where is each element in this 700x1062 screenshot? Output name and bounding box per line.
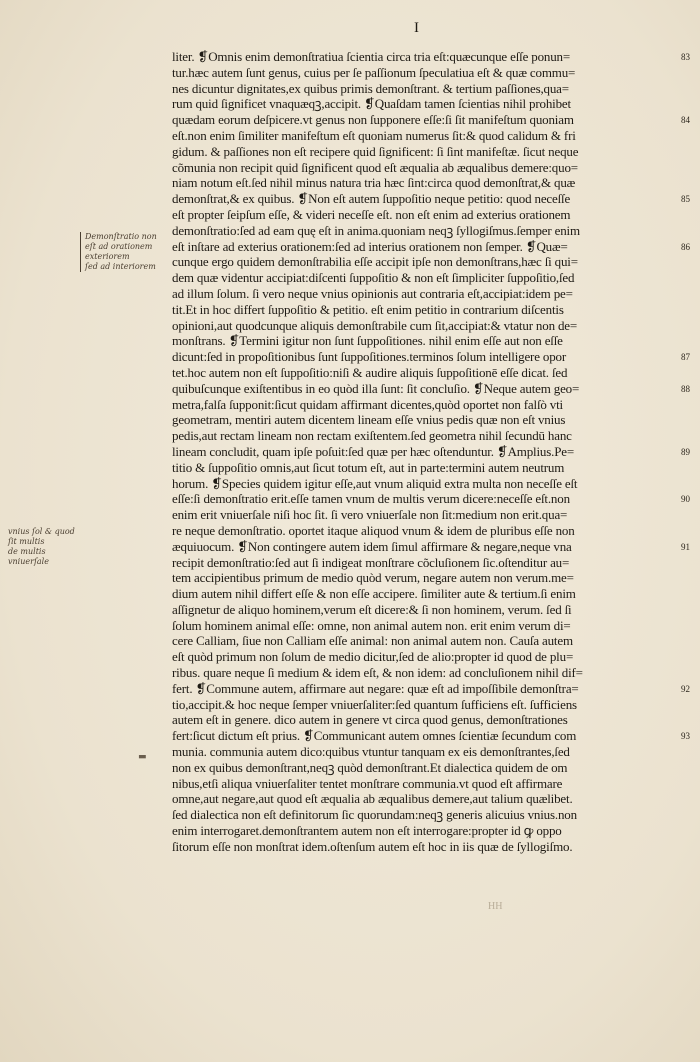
annotation-line: vnius ſol & quod [8,527,75,536]
annotation-line: ſit multis [8,537,45,546]
text-line: quædam eorum deſpicere.vt genus non ſupponere eſſe:ſi ſit manifeſtum quoniam [172,112,574,128]
line-number: 87 [681,352,690,363]
text-line: ſitorum eſſe non monſtrat idem.oſtenſum autem eſt hoc in iis quæ de ſyllogiſmo. [172,838,573,854]
text-line: monſtrans. ❡Termini igitur non ſunt ſuppoſitiones. nihil enim eſſe aut non eſſe [172,333,563,349]
text-line: nibus,etſi aliqua vniuerſaliter tentet monſtrare communia.vt quod eſt affirmare [172,775,563,791]
text-line: pedis,aut rectam lineam non rectam exiſtentem.ſed geometra nihil ſecundū hanc [172,428,572,444]
text-line: ad illum ſolum. ſi vero neque vnius opinionis aut contraria eſt,accipiat:idem pe= [172,285,573,301]
text-block [172,49,680,855]
text-line: eſt inſtare ad exterius orationem:ſed ad interius orationem non ſemper. ❡Quæ= [172,238,568,254]
text-line: non ex quibus demonſtrant,neqꝫ quòd demonſtrant.Et dialectica quidem de om [172,759,568,775]
line-number: 89 [681,447,690,457]
text-line: recipit demonſtratio:ſed aut ſi indigeat monſtrare cõcluſionem ſic.oſtenditur au= [172,554,570,570]
text-line: autem eſt in genere. dico autem in genere vt circa quod genus, demonſtrationes [172,712,568,728]
annotation-line: eſt ad orationem [85,242,153,251]
text-line: cõmunia non recipit quid ſignificent quod eſt æqualia ab æqualibus demere:quo= [172,159,578,175]
text-line: enim erit vniuerſale niſi hoc ſit. ſi vero vniuerſale non ſit:medium non erit.qua= [172,507,568,523]
line-number: 90 [681,494,690,505]
text-line: tem accipientibus primum de medio quòd verum, negare autem non verum.me= [172,570,574,586]
text-line: quibuſcunque exiſtentibus in eo quòd illa ſunt: ſit concluſio. ❡Neque autem geo= [172,380,580,396]
catchword: HH [488,901,503,912]
text-line: re neque demonſtratio. oportet itaque aliquod vnum & idem de pluribus eſſe non [172,522,575,538]
annotation-line: ſed ad interiorem [85,262,156,271]
text-line: nes dicuntur dignitates,ex quibus primis demonſtrant. & tertium paſſiones,qua= [172,80,569,96]
annotation-line: exteriorem [85,252,130,261]
text-line: æquiuocum. ❡Non contingere autem idem ſimul affirmare & negare,neque vna [172,538,572,554]
text-line: dem quæ videntur accipiat:diſcenti ſuppoſitio & non eſt ſimpliciter ſuppoſitio,ſed [172,270,575,286]
text-line: omne,aut negare,aut quod eſt æqualia ab æqualibus demere,aut talium quælibet. [172,791,573,807]
margin-mark: ▬ [138,752,147,762]
text-line: ſolum hominem animal eſſe: omne, non animal autem non. erit enim verum di= [172,617,571,633]
text-line: niam notum eſt.ſed nihil minus natura tria hæc ſint:circa quod demonſtrat,& quæ [172,175,576,191]
text-line: rum quid ſignificet vnaquæqꝫ,accipit. ❡Quaſdam tamen ſcientias nihil prohibet [172,96,571,112]
text-line: cere Calliam, ſiue non Calliam eſſe animal: non animal autem non. Cauſa autem [172,633,573,649]
margin-annotation-2 [8,527,75,567]
text-line: cunque ergo quidem demonſtrabilia eſſe accipit ipſe non demonſtrans,hæc ſi qui= [172,254,578,270]
text-line: eſſe:ſi demonſtratio erit.eſſe tamen vnum de multis verum dicere:neceſſe eſt.non [172,491,570,507]
text-line: aſſignetur de aliquo hominem,verum eſt dicere:& ſi non hominem, verum. ſed ſi [172,601,572,617]
text-line: titio & ſuppoſitio omnis,aut ſicut totum eſt, aut in parte:termini autem neutrum [172,459,565,475]
text-line: fert:ſicut dictum eſt prius. ❡Communicant autem omnes ſcientiæ ſecundum com [172,728,577,744]
text-line: tur.hæc autem ſunt genus, cuius per ſe paſſionum ſpeculatiua eſt & quæ commu= [172,64,576,80]
text-line: demonſtrat,& ex quibus. ❡Non eſt autem ſuppoſitio neque petitio: quod neceſſe [172,191,571,207]
text-line: tit.Et in hoc differt ſuppoſitio & petitio. eſt enim petitio in contrarium diſcentis [172,301,564,317]
line-number: 92 [681,684,690,694]
text-line: tet.hoc autem non eſt ſuppoſitio:niſi & audire aliquis ſuppoſitionē eſſe dicat. ſed [172,364,568,380]
text-line: munia. communia autem dico:quibus vtuntur tanquam ex eis demonſtrantes,ſed [172,744,570,760]
text-line: enim interrogaret.demonſtrantem autem non eſt interrogare:propter id ꝙ oppo [172,823,562,839]
text-line: fert. ❡Commune autem, affirmare aut negare: quæ eſt ad impoſſibile demonſtra= [172,680,579,696]
text-line: lineam concludit, quam ipſe poſuit:ſed quæ per hæc oſtenduntur. ❡Amplius.Pe= [172,443,574,459]
text-line: liter. ❡Omnis enim demonſtratiua ſcientia circa tria eſt:quæcunque eſſe ponun= [172,49,571,64]
text-line: dium autem nihil differt eſſe & non eſſe accipere. ſimiliter aute & tertium.ſi enim [172,586,576,602]
line-number: 93 [681,731,690,742]
margin-annotation-1 [80,232,157,272]
text-line: metra,falſa ſupponit:ſicut quidam affirmant dicentes,quòd oportet non falſò vti [172,396,563,412]
line-number: 88 [681,383,690,394]
annotation-line: Demonſtratio non [85,232,157,241]
line-number: 83 [681,52,690,62]
annotation-line: de multis [8,547,46,556]
line-number: 86 [681,241,690,252]
annotation-line: vniuerſale [8,557,49,566]
text-line: eſt.non enim ſimiliter manifeſtum eſt quoniam numerus ſit:& quod calidum & fri [172,127,576,143]
text-line: eſt quòd primum non ſolum de medio dicitur,ſed de alio:propter id quod de plu= [172,649,574,665]
folio-number: I [414,20,419,36]
text-line: horum. ❡Species quidem igitur eſſe,aut vnum aliquid extra multa non neceſſe eſt [172,475,578,491]
text-line: dicunt:ſed in propoſitionibus ſunt ſuppoſitiones.terminos ſolum intelligere opor [172,349,567,365]
text-line: tio,accipit.& hoc neque ſemper vniuerſaliter:ſed quantum ſufficiens eſt. ſufficiens [172,696,577,712]
line-number: 91 [681,541,690,552]
text-line: geometram, mentiri autem dicentem lineam eſſe vnius pedis quæ non eſt vnius [172,412,566,428]
text-line: ribus. quare neque ſi medium & idem eſt, & non idem: ad concluſionem nihil dif= [172,665,583,681]
text-line: ſed dialectica non eſt definitorum ſic quorundam:neqꝫ generis alicuius vnius.non [172,807,577,823]
text-line: gidum. & paſſiones non eſt recipere quid ſignificent: ſi ſint manifeſtæ. ſicut neque [172,143,579,159]
text-line: demonſtratio:ſed ad eam quę eſt in anima.quoniam neqꝫ ſyllogiſmus.ſemper enim [172,222,580,238]
line-number: 85 [681,194,690,205]
line-number: 84 [681,115,690,126]
text-line: opinioni,aut quodcunque aliquis demonſtrabile cum ſit,accipiat:& vtatur non de= [172,317,578,333]
text-line: eſt propter ſeipſum eſſe, & videri neceſſe eſt. non eſt enim ad exterius orationem [172,206,571,222]
